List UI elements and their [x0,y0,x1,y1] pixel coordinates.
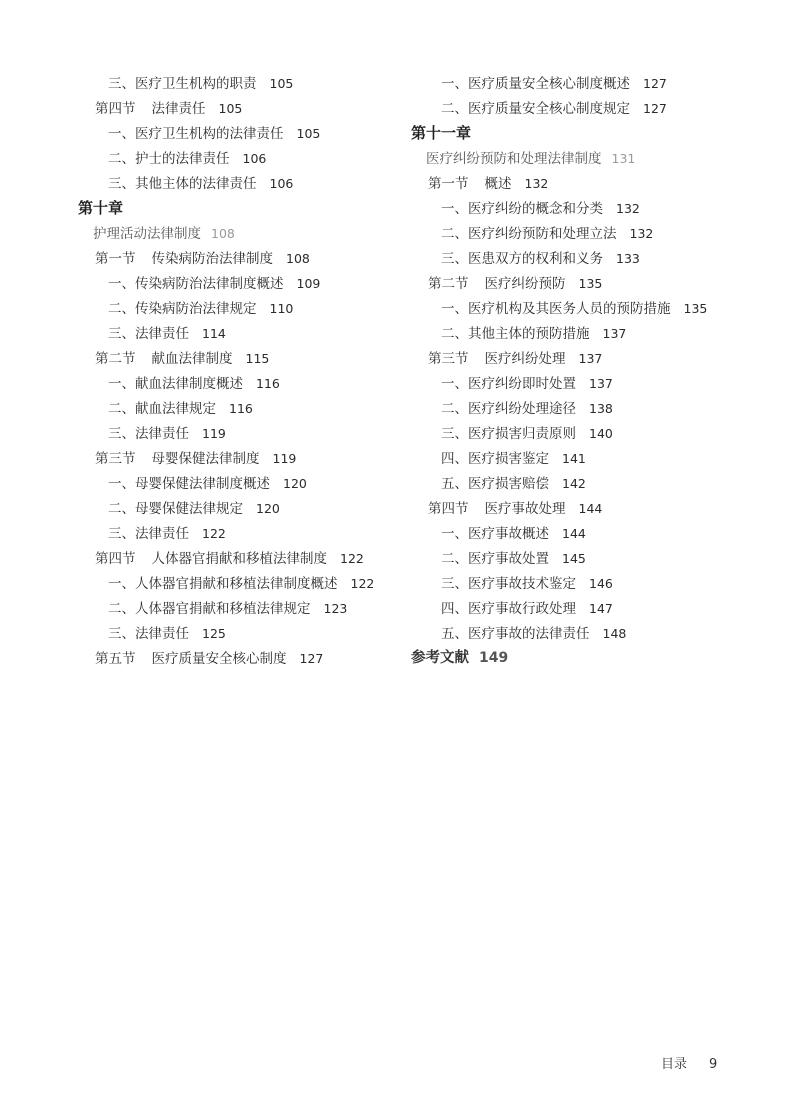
toc-item[interactable] [411,371,751,396]
entry-title: 三、法律责任 [108,626,189,642]
page-number: 140 [589,426,613,441]
entry-title: 一、医疗纠纷即时处置 [441,376,576,392]
entry-title: 五、医疗损害赔偿 [441,476,549,492]
page-number: 138 [589,401,613,416]
entry-title: 二、其他主体的预防措施 [441,326,590,342]
page-number: 122 [340,551,364,566]
page-number: 135 [683,301,708,316]
page-number: 137 [578,351,603,366]
entry-title: 三、其他主体的法律责任 [108,176,257,192]
toc-item[interactable] [411,321,751,346]
section-number: 第五节 [95,651,136,667]
toc-item[interactable] [78,521,418,546]
entry-title: 二、护士的法律责任 [108,151,230,167]
toc-references[interactable] [411,646,751,671]
section-number: 第三节 [95,451,136,467]
section-number: 第一节 [428,176,469,192]
page-number: 105 [296,126,321,141]
toc-section[interactable] [78,446,418,471]
footer-label: 目录 [661,1057,688,1072]
section-number: 第二节 [95,351,136,367]
toc-section[interactable] [411,496,751,521]
entry-title: 医疗纠纷预防 [484,276,566,292]
page-number: 141 [562,451,586,466]
toc-item[interactable] [78,271,418,296]
page-number: 120 [283,476,307,491]
page-number: 144 [562,526,586,541]
toc-left-column [78,71,418,671]
section-number: 第一节 [95,251,136,267]
entry-title: 五、医疗事故的法律责任 [441,626,590,642]
page-number: 108 [286,251,310,266]
entry-title: 一、医疗机构及其医务人员的预防措施 [441,301,671,317]
page-number: 142 [562,476,586,491]
page-number: 133 [616,251,640,266]
entry-title: 二、献血法律规定 [108,401,216,417]
entry-title: 概述 [484,176,512,192]
toc-section[interactable] [78,346,418,371]
toc-item[interactable] [411,546,751,571]
toc-item[interactable] [411,296,751,321]
toc-item[interactable] [411,421,751,446]
entry-title: 四、医疗事故行政处理 [441,601,576,617]
entry-title: 二、传染病防治法律规定 [108,301,257,317]
page-number: 149 [479,650,509,666]
entry-title: 母婴保健法律制度 [151,451,260,467]
toc-item[interactable] [78,621,418,646]
page-number: 125 [202,626,226,641]
page-number: 110 [269,301,294,316]
page-footer [661,1053,717,1072]
entry-title: 三、法律责任 [108,526,189,542]
page-number: 116 [256,376,280,391]
toc-item[interactable] [78,496,418,521]
page-number: 105 [269,76,294,91]
entry-title: 二、人体器官捐献和移植法律规定 [108,601,311,617]
page-number: 137 [589,376,613,391]
entry-title: 献血法律制度 [151,351,233,367]
page-number: 132 [616,201,640,216]
entry-title: 法律责任 [151,101,206,117]
page-number: 108 [211,226,235,241]
page-number: 146 [589,576,613,591]
toc-item[interactable] [78,71,418,96]
section-number: 第二节 [428,276,469,292]
page-number: 127 [299,651,324,666]
toc-item[interactable] [78,146,418,171]
toc-section[interactable] [78,546,418,571]
page-number: 132 [524,176,549,191]
entry-title: 传染病防治法律制度 [151,251,273,267]
page-number: 135 [578,276,603,291]
toc-section[interactable] [78,246,418,271]
toc-item[interactable] [411,96,751,121]
section-number: 第三节 [428,351,469,367]
page-number: 119 [202,426,226,441]
entry-title: 第十章 [78,199,124,217]
entry-title: 四、医疗损害鉴定 [441,451,549,467]
entry-title: 一、母婴保健法律制度概述 [108,476,270,492]
entry-title: 一、医疗纠纷的概念和分类 [441,201,603,217]
entry-title: 一、传染病防治法律制度概述 [108,276,284,292]
toc-item[interactable] [411,621,751,646]
entry-title: 二、医疗纠纷预防和处理立法 [441,226,617,242]
toc-item[interactable] [78,571,418,596]
toc-item[interactable] [411,596,751,621]
entry-title: 护理活动法律制度 [93,226,201,242]
entry-title: 三、医患双方的权利和义务 [441,251,603,267]
toc-item[interactable] [78,121,418,146]
page-number: 114 [202,326,226,341]
page-number: 137 [602,326,627,341]
toc-item[interactable] [411,521,751,546]
page-number: 115 [245,351,270,366]
entry-title: 一、医疗事故概述 [441,526,549,542]
section-number: 第四节 [428,501,469,517]
toc-section[interactable] [78,96,418,121]
entry-title: 医疗质量安全核心制度 [151,651,287,667]
toc-section[interactable] [411,271,751,296]
toc-item[interactable] [78,421,418,446]
page-number: 144 [578,501,603,516]
entry-title: 人体器官捐献和移植法律制度 [151,551,327,567]
entry-title: 三、医疗事故技术鉴定 [441,576,576,592]
toc-item[interactable] [411,446,751,471]
toc-item[interactable] [411,196,751,221]
toc-chapter-title[interactable] [78,221,418,246]
entry-title: 三、法律责任 [108,326,189,342]
entry-title: 三、医疗卫生机构的职责 [108,76,257,92]
section-number: 第四节 [95,101,136,117]
entry-title: 三、法律责任 [108,426,189,442]
toc-item[interactable] [78,596,418,621]
page-number: 131 [611,151,636,166]
toc-item[interactable] [78,171,418,196]
entry-title: 二、医疗事故处置 [441,551,549,567]
entry-title: 二、医疗质量安全核心制度规定 [441,101,630,117]
toc-section[interactable] [411,171,751,196]
entry-title: 医疗事故处理 [484,501,566,517]
toc-section[interactable] [411,346,751,371]
page-number: 145 [562,551,586,566]
page-number: 105 [218,101,243,116]
toc-item[interactable] [78,371,418,396]
page-number: 119 [272,451,297,466]
toc-item[interactable] [411,246,751,271]
toc-item[interactable] [78,396,418,421]
entry-title: 医疗纠纷预防和处理法律制度 [426,151,602,167]
toc-right-column [411,71,751,671]
entry-title: 一、医疗卫生机构的法律责任 [108,126,284,142]
toc-item[interactable] [411,221,751,246]
page-number: 148 [602,626,627,641]
page-number: 127 [643,76,667,91]
toc-chapter-title[interactable] [411,146,751,171]
page-number: 132 [629,226,654,241]
page-number: 116 [229,401,253,416]
entry-title: 医疗纠纷处理 [484,351,566,367]
entry-title: 一、人体器官捐献和移植法律制度概述 [108,576,338,592]
page-number: 123 [323,601,348,616]
page-number: 122 [350,576,375,591]
toc-item[interactable] [78,296,418,321]
entry-title: 三、医疗损害归责原则 [441,426,576,442]
toc-chapter-heading[interactable] [78,196,418,221]
entry-title: 参考文献 [411,650,469,666]
toc-item[interactable] [411,471,751,496]
page-number: 109 [296,276,321,291]
page-number: 120 [256,501,280,516]
page-number: 147 [589,601,613,616]
entry-title: 一、医疗质量安全核心制度概述 [441,76,630,92]
toc-item[interactable] [411,396,751,421]
entry-title: 第十一章 [411,124,472,142]
entry-title: 二、母婴保健法律规定 [108,501,243,517]
toc-item[interactable] [78,471,418,496]
toc-item[interactable] [78,321,418,346]
entry-title: 二、医疗纠纷处理途径 [441,401,576,417]
page-number: 122 [202,526,226,541]
page-number: 127 [643,101,667,116]
toc-item[interactable] [411,71,751,96]
page-number: 106 [269,176,294,191]
toc-item[interactable] [411,571,751,596]
entry-title: 一、献血法律制度概述 [108,376,243,392]
footer-page-number: 9 [709,1057,718,1072]
page-number: 106 [242,151,267,166]
toc-chapter-heading[interactable] [411,121,751,146]
toc-section[interactable] [78,646,418,671]
section-number: 第四节 [95,551,136,567]
